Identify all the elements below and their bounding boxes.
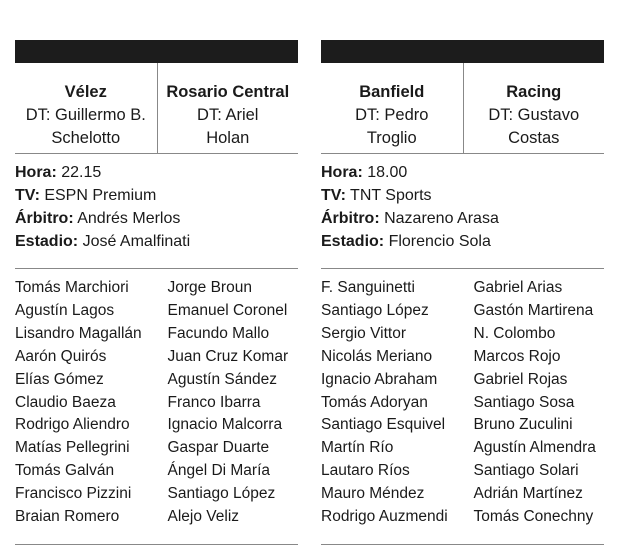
away-player: Agustín Sández (167, 370, 277, 388)
home-player: Mauro Méndez (321, 485, 425, 503)
match-info (321, 154, 604, 269)
away-player: Jorge Broun (167, 279, 252, 296)
home-player: Sergio Vittor (321, 324, 407, 342)
home-player: Lautaro Ríos (321, 462, 410, 480)
match-stadium (15, 230, 298, 253)
away-team-coach-line-1: DT: Ariel (197, 106, 259, 124)
lineups (15, 269, 298, 545)
away-player: Facundo Mallo (167, 324, 270, 342)
home-player: Matías Pellegrini (15, 439, 130, 457)
match-info (15, 154, 298, 269)
home-player: Santiago Esquivel (321, 416, 446, 434)
away-player: Tomás Conechny (473, 508, 594, 526)
home-team-coach-line-2: Schelotto (51, 129, 121, 147)
away-player: Gastón Martirena (473, 301, 594, 319)
away-player: N. Colombo (473, 324, 556, 342)
home-player: Francisco Pizzini (15, 485, 132, 503)
match-referee-label: Árbitro: (321, 210, 380, 227)
match-tv (15, 184, 298, 207)
away-team-coach-line-1: DT: Gustavo (488, 106, 580, 124)
home-player: Elías Gómez (15, 370, 104, 388)
away-player: Santiago López (167, 485, 276, 503)
away-player: Agustín Almendra (473, 439, 596, 457)
home-team-name: Banfield (359, 83, 425, 101)
match-tv-value: ESPN Premium (39, 187, 157, 204)
match-referee-label: Árbitro: (15, 210, 74, 227)
away-player: Gabriel Rojas (473, 370, 568, 388)
away-player: Bruno Zuculini (473, 416, 573, 434)
away-player: Adrián Martínez (473, 485, 583, 503)
home-player: Claudio Baeza (15, 393, 116, 411)
match-card-banfield-racing (321, 40, 604, 545)
away-player: Juan Cruz Komar (167, 347, 289, 365)
away-team (463, 63, 605, 153)
teams-row (321, 63, 604, 154)
match-tv-label: TV: (15, 187, 40, 204)
away-player: Franco Ibarra (167, 393, 261, 411)
match-referee (321, 207, 604, 230)
home-team-coach-line-1: DT: Pedro (355, 106, 429, 124)
match-tv-value: TNT Sports (345, 187, 432, 204)
away-player: Santiago Sosa (473, 393, 575, 411)
away-team (157, 63, 299, 153)
home-player: Rodrigo Auzmendi (321, 508, 448, 526)
home-player: Nicolás Meriano (321, 347, 433, 365)
match-stadium-value: Florencio Sola (384, 233, 491, 250)
home-player: Martín Río (321, 439, 394, 457)
away-player: Gabriel Arias (473, 279, 563, 296)
match-time-label: Hora: (321, 164, 363, 181)
away-player: Alejo Veliz (167, 508, 240, 526)
home-player: Braian Romero (15, 508, 120, 526)
match-time (321, 161, 604, 184)
home-player: F. Sanguinetti (321, 279, 415, 296)
home-lineup (15, 277, 157, 544)
home-team-coach-line-1: DT: Guillermo B. (25, 106, 146, 124)
home-team-coach-line-2: Troglio (366, 129, 417, 147)
lineups (321, 269, 604, 545)
card-header-bar (15, 40, 298, 63)
match-time (15, 161, 298, 184)
away-team-name: Racing (506, 83, 562, 101)
match-stadium-label: Estadio: (15, 233, 79, 250)
home-lineup (321, 277, 463, 544)
away-player: Gaspar Duarte (167, 439, 270, 457)
match-tv-label: TV: (321, 187, 346, 204)
home-player: Rodrigo Aliendro (15, 416, 130, 434)
match-time-value: 22.15 (56, 164, 102, 181)
match-stadium-value: José Amalfinati (78, 233, 191, 250)
match-referee-value: Andrés Merlos (73, 210, 181, 227)
home-player: Agustín Lagos (15, 301, 115, 319)
match-time-label: Hora: (15, 164, 57, 181)
away-team-coach-line-2: Costas (508, 129, 560, 147)
away-player: Ignacio Malcorra (167, 416, 283, 434)
home-team-name: Vélez (64, 83, 107, 101)
home-player: Aarón Quirós (15, 347, 107, 365)
home-player: Tomás Galván (15, 462, 115, 480)
match-tv (321, 184, 604, 207)
home-player: Santiago López (321, 301, 429, 319)
home-player: Lisandro Magallán (15, 324, 142, 342)
away-player: Emanuel Coronel (167, 301, 288, 319)
match-stadium-label: Estadio: (321, 233, 385, 250)
away-team-coach-line-2: Holan (206, 129, 250, 147)
card-header-bar (321, 40, 604, 63)
home-team (15, 63, 157, 153)
match-stadium (321, 230, 604, 253)
match-referee (15, 207, 298, 230)
away-player: Ángel Di María (167, 462, 271, 480)
home-player: Tomás Marchiori (15, 279, 129, 296)
match-card-velez-rosario (15, 40, 298, 545)
match-time-value: 18.00 (362, 164, 408, 181)
away-team-name: Rosario Central (166, 83, 290, 101)
away-lineup (463, 277, 605, 544)
away-lineup (157, 277, 299, 544)
away-player: Marcos Rojo (473, 347, 561, 365)
home-player: Tomás Adoryan (321, 393, 428, 411)
match-referee-value: Nazareno Arasa (379, 210, 499, 227)
away-player: Santiago Solari (473, 462, 579, 480)
home-team (321, 63, 463, 153)
teams-row (15, 63, 298, 154)
home-player: Ignacio Abraham (321, 370, 438, 388)
